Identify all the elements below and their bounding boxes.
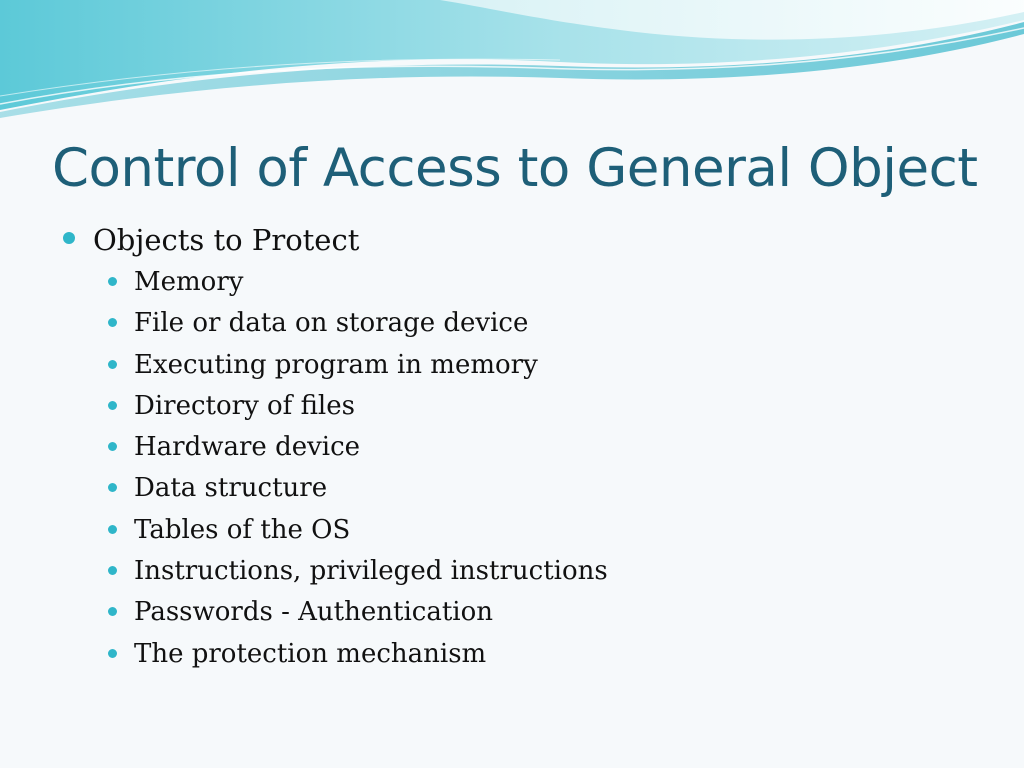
sub-bullet-text: Data structure — [134, 473, 328, 504]
sub-bullet — [0, 551, 1024, 592]
sub-bullet — [0, 345, 1024, 386]
sub-bullet — [0, 262, 1024, 303]
main-bullet-text: Objects to Protect — [93, 223, 360, 257]
sub-bullet-text: Tables of the OS — [134, 514, 351, 545]
wave-header-decoration — [0, 0, 1024, 130]
bullet-list — [0, 218, 1024, 675]
sub-bullet-text: Memory — [134, 267, 244, 297]
sub-bullet — [0, 592, 1024, 633]
bullet-dot-icon — [108, 277, 117, 286]
bullet-dot-icon — [108, 401, 117, 410]
main-bullet — [0, 218, 1024, 262]
slide-title: Control of Access to General Object — [52, 138, 978, 199]
bullet-dot-icon — [63, 232, 75, 244]
sub-bullet-text: Executing program in memory — [134, 349, 538, 380]
sub-bullet — [0, 303, 1024, 344]
sub-bullet — [0, 468, 1024, 509]
sub-bullet-text: Hardware device — [134, 432, 361, 463]
sub-bullet-text: File or data on storage device — [134, 308, 529, 339]
bullet-dot-icon — [108, 318, 117, 327]
bullet-dot-icon — [108, 566, 117, 575]
bullet-dot-icon — [108, 483, 117, 492]
sub-bullet — [0, 427, 1024, 468]
sub-bullet — [0, 386, 1024, 427]
sub-bullet-text: The protection mechanism — [134, 638, 487, 669]
bullet-dot-icon — [108, 607, 117, 616]
sub-bullet — [0, 510, 1024, 551]
sub-bullet-text: Passwords - Authentication — [134, 597, 493, 628]
bullet-dot-icon — [108, 649, 117, 658]
bullet-dot-icon — [108, 360, 117, 369]
sub-bullet — [0, 634, 1024, 675]
bullet-dot-icon — [108, 442, 117, 451]
sub-bullet-text: Directory of files — [134, 390, 355, 421]
sub-bullet-text: Instructions, privileged instructions — [134, 556, 608, 587]
bullet-dot-icon — [108, 525, 117, 534]
